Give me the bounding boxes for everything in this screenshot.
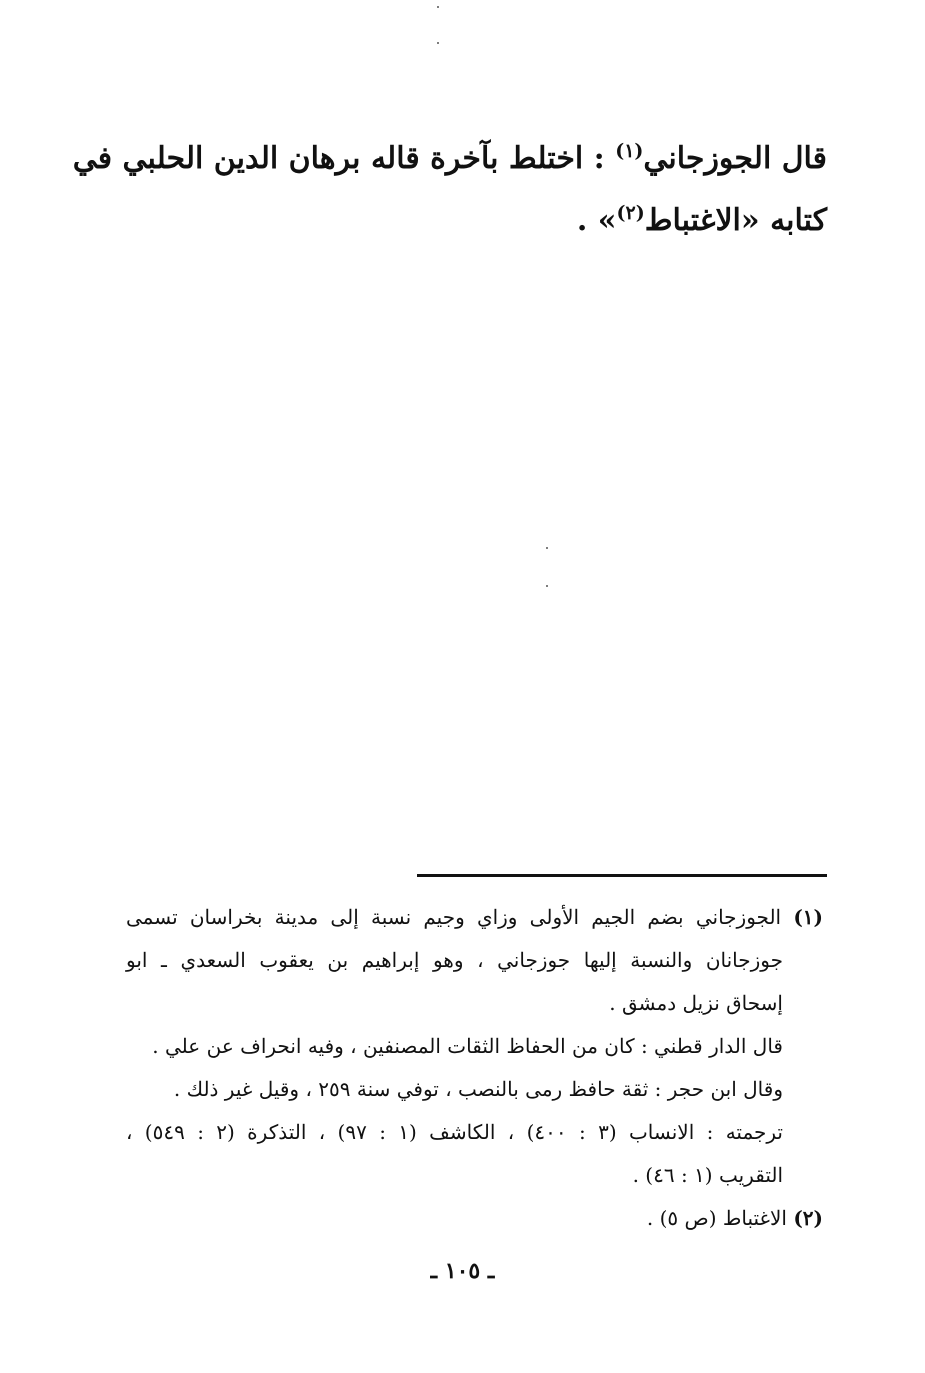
main-text-segment: قال الجوزجاني	[643, 141, 827, 176]
main-text	[72, 128, 827, 252]
main-text-line-2	[96, 190, 827, 252]
footnote-ref-2: (٢)	[616, 202, 645, 224]
footnote-2-line	[126, 1197, 823, 1240]
page-number: ـ ١٠٥ ـ	[430, 1258, 495, 1284]
scan-speck	[437, 6, 439, 8]
scan-speck	[437, 42, 439, 44]
footnote-1-line: جوزجانان والنسبة إليها جوزجاني ، وهو إبراهيم بن يعقوب السعدي ـ ابو	[126, 948, 783, 972]
main-text-segment: كتابه «الاغتباط	[644, 203, 827, 238]
footnote-ref-1: (١)	[615, 140, 644, 162]
main-text-line-1	[72, 128, 827, 190]
footnote-1-line: قال الدار قطني : كان من الحفاظ الثقات المصنفين ، وفيه انحراف عن علي .	[152, 1034, 783, 1058]
footnote-text: الجوزجاني بضم الجيم الأولى وزاي وجيم نسبة إلى مدينة بخراسان تسمى	[126, 905, 782, 929]
footnote-1-line	[126, 896, 823, 939]
scan-speck	[546, 585, 548, 587]
footnote-1-line: ترجمته : الانساب (٣ : ٤٠٠) ، الكاشف (١ : ٩٧) ، التذكرة (٢ : ٥٤٩) ،	[126, 1120, 783, 1144]
footnote-1-line: التقريب (١ : ٤٦) .	[632, 1163, 783, 1187]
footnote-text: الاغتباط (ص ٥) .	[646, 1206, 787, 1230]
footnotes	[126, 896, 823, 1240]
footnote-separator	[417, 874, 827, 877]
footnote-1-line: إسحاق نزيل دمشق .	[609, 991, 783, 1015]
main-text-segment: : اختلط بآخرة قاله برهان الدين الحلبي في	[72, 141, 616, 176]
footnote-1-line: وقال ابن حجر : ثقة حافظ رمى بالنصب ، توفي سنة ٢٥٩ ، وقيل غير ذلك .	[173, 1077, 783, 1101]
footnote-number: (١)	[793, 905, 823, 929]
main-text-segment: » .	[576, 203, 617, 238]
footnote-number: (٢)	[793, 1206, 823, 1230]
scan-speck	[546, 547, 548, 549]
